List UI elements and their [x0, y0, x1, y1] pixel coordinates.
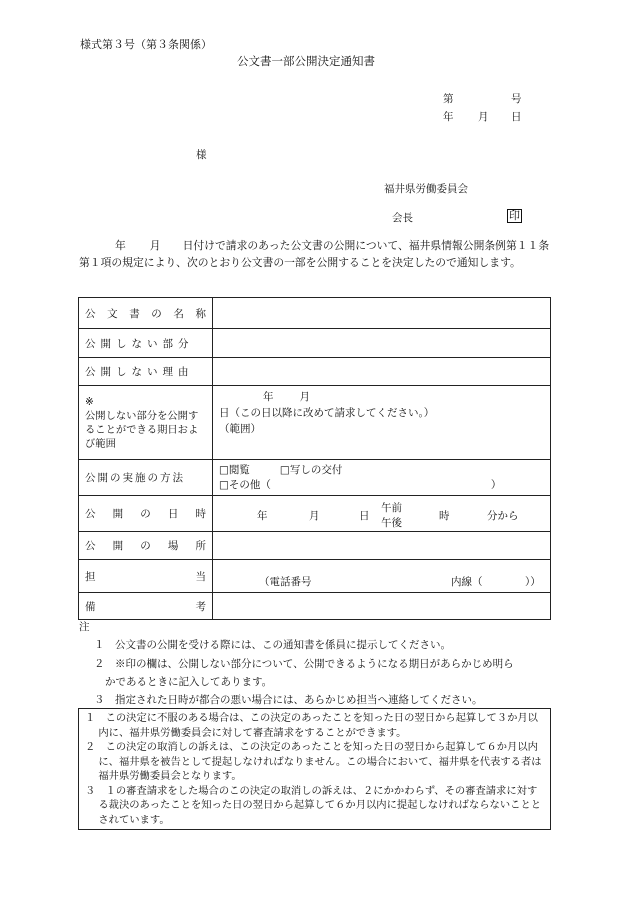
label-remarks: 備 考 — [79, 593, 213, 620]
dt-month: 月 — [309, 509, 320, 522]
label-disclosure-period — [79, 386, 213, 460]
date-month: 月 — [478, 111, 489, 123]
appeal-notice-box — [78, 708, 551, 830]
doc-number-go: 号 — [511, 93, 522, 105]
contact-ext: 内線（ — [451, 576, 483, 588]
form-number: 様式第３号（第３条関係） — [80, 38, 212, 51]
intro-year: 年 — [115, 239, 126, 252]
decision-table — [78, 297, 551, 620]
period-day-text: 日（この日以降に改めて請求してください。） — [219, 407, 435, 419]
label-undisclosed-part: 公開しない部分 — [79, 329, 213, 358]
appeal-notice-1: １ この決定に不服のある場合は、この決定のあったことを知った日の翌日から起算して３か月以内に、福井県労働委員会に対して審査請求をすることができます。 — [85, 712, 538, 739]
field-place[interactable] — [213, 532, 551, 560]
label-datetime: 公 開 の 日 時 — [79, 496, 213, 532]
note-1: １ 公文書の公開を受ける際には、この通知書を係員に提示してください。 — [94, 639, 451, 651]
method-other-close: ） — [490, 478, 502, 491]
label-document-name: 公 文 書 の 名 称 — [79, 298, 213, 329]
doc-number-dai: 第 — [443, 93, 454, 105]
issuer-chair: 会長 — [392, 212, 413, 224]
appeal-notice-3: ３ １の審査請求をした場合のこの決定の取消しの訴えは、２にかかわらず、その審査請求に対する裁決のあったことを知った日の翌日から起算して６か月以内に提起しなければならないこととされています。 — [85, 784, 542, 826]
field-remarks[interactable] — [213, 593, 551, 620]
note-2a: ２ ※印の欄は、公開しない部分について、公開できるようになる期日があらかじめ明ら — [94, 658, 514, 670]
method-view-checkbox[interactable]: □閲覧 — [219, 463, 250, 476]
field-method — [213, 460, 551, 496]
intro-body: 日付けで請求のあった公文書の公開について、福井県情報公開条例第１１条第１項の規定により、次のとおり公文書の一部を公開することを決定したので通知します。 — [79, 239, 550, 269]
note-3: ３ 指定された日時が都合の悪い場合には、あらかじめ担当へ連絡してください。 — [94, 694, 483, 706]
label-method: 公開の実施の方法 — [79, 460, 213, 496]
dt-year: 年 — [257, 509, 268, 522]
date-day: 日 — [511, 111, 522, 123]
period-month: 月 — [299, 391, 310, 403]
period-label-text: 公開しない部分を公開することができる期日および範囲 — [85, 409, 199, 450]
issuer-org: 福井県労働委員会 — [384, 183, 468, 195]
intro-month: 月 — [149, 239, 161, 252]
label-place: 公 開 の 場 所 — [79, 532, 213, 560]
note-2b: かであるときに記入してあります。 — [105, 676, 273, 688]
seal-mark: 印 — [509, 209, 520, 222]
appeal-notice-2: ２ この決定の取消しの訴えは、この決定のあったことを知った日の翌日から起算して６か月以内に、福井県を被告として提起しなければなりません。この場合において、福井県を代表する者は福井県労働委員会となります。 — [85, 741, 542, 782]
dt-hour: 時 — [439, 509, 450, 522]
period-range: （範囲） — [219, 423, 261, 435]
label-reason: 公開しない理由 — [79, 358, 213, 386]
label-contact: 担 当 — [79, 560, 213, 593]
dt-day: 日 — [359, 509, 370, 522]
dt-am: 午前 — [381, 501, 402, 514]
period-year: 年 — [263, 391, 274, 403]
addressee-suffix: 様 — [196, 149, 207, 161]
field-reason[interactable] — [213, 358, 551, 386]
date-year: 年 — [443, 111, 454, 123]
dt-pm: 午後 — [381, 516, 402, 529]
method-copy-checkbox[interactable]: □写しの交付 — [279, 463, 343, 476]
method-other-checkbox[interactable]: □その他（ — [219, 478, 271, 491]
notes-heading: 注 — [79, 621, 90, 633]
contact-close: ）） — [525, 576, 541, 588]
period-mark: ※ — [85, 395, 94, 408]
contact-phone: （電話番号 — [259, 576, 312, 588]
document-title: 公文書一部公開決定通知書 — [237, 54, 375, 68]
field-document-name[interactable] — [213, 298, 551, 329]
intro-paragraph — [79, 237, 551, 271]
field-contact[interactable] — [213, 560, 551, 593]
field-datetime[interactable] — [213, 496, 551, 532]
dt-from: 分から — [487, 509, 519, 522]
field-disclosure-period[interactable] — [213, 386, 551, 460]
field-undisclosed-part[interactable] — [213, 329, 551, 358]
